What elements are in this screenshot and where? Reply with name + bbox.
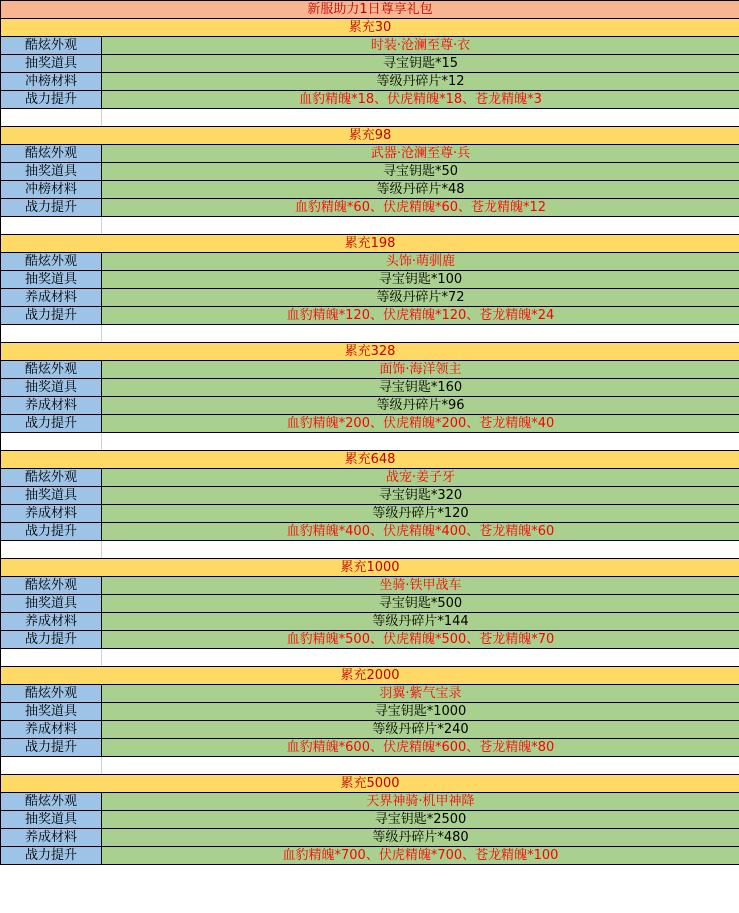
reward-value: 等级丹碎片*144	[102, 613, 739, 631]
reward-category-label: 战力提升	[1, 847, 102, 865]
reward-category-label: 战力提升	[1, 415, 102, 433]
reward-row	[1, 793, 739, 811]
spacer-row	[1, 217, 739, 235]
reward-category-label: 抽奖道具	[1, 271, 102, 289]
reward-category-label: 战力提升	[1, 739, 102, 757]
reward-row	[1, 631, 739, 649]
tier-header-row	[1, 235, 739, 253]
tier-header: 累充2000	[1, 667, 739, 685]
reward-row	[1, 469, 739, 487]
reward-value: 血豹精魄*500、伏虎精魄*500、苍龙精魄*70	[102, 631, 739, 649]
reward-category-label: 冲榜材料	[1, 73, 102, 91]
spacer-cell	[102, 325, 739, 343]
reward-category-label: 养成材料	[1, 829, 102, 847]
spacer-row	[1, 541, 739, 559]
title-row	[1, 1, 739, 19]
spacer-cell	[1, 541, 102, 559]
reward-row	[1, 523, 739, 541]
reward-value: 坐骑·铁甲战车	[102, 577, 739, 595]
reward-row	[1, 91, 739, 109]
tier-header-row	[1, 775, 739, 793]
spacer-cell	[102, 109, 739, 127]
reward-row	[1, 253, 739, 271]
reward-value: 等级丹碎片*96	[102, 397, 739, 415]
spacer-cell	[102, 433, 739, 451]
reward-row	[1, 829, 739, 847]
spacer-cell	[1, 649, 102, 667]
reward-row	[1, 685, 739, 703]
reward-category-label: 酷炫外观	[1, 685, 102, 703]
reward-category-label: 战力提升	[1, 199, 102, 217]
reward-category-label: 养成材料	[1, 397, 102, 415]
reward-category-label: 酷炫外观	[1, 37, 102, 55]
reward-category-label: 抽奖道具	[1, 703, 102, 721]
reward-category-label: 战力提升	[1, 523, 102, 541]
reward-category-label: 酷炫外观	[1, 793, 102, 811]
tier-header-row	[1, 343, 739, 361]
reward-value: 寻宝钥匙*100	[102, 271, 739, 289]
reward-row	[1, 361, 739, 379]
reward-row	[1, 379, 739, 397]
tier-header: 累充198	[1, 235, 739, 253]
reward-value: 羽翼·紫气宝录	[102, 685, 739, 703]
spacer-cell	[1, 433, 102, 451]
reward-row	[1, 307, 739, 325]
reward-category-label: 酷炫外观	[1, 361, 102, 379]
reward-category-label: 抽奖道具	[1, 163, 102, 181]
reward-category-label: 抽奖道具	[1, 55, 102, 73]
tier-header-row	[1, 559, 739, 577]
reward-value: 血豹精魄*120、伏虎精魄*120、苍龙精魄*24	[102, 307, 739, 325]
reward-category-label: 战力提升	[1, 307, 102, 325]
spacer-row	[1, 433, 739, 451]
reward-value: 寻宝钥匙*2500	[102, 811, 739, 829]
reward-value: 等级丹碎片*48	[102, 181, 739, 199]
reward-row	[1, 703, 739, 721]
reward-row	[1, 505, 739, 523]
spacer-row	[1, 325, 739, 343]
reward-row	[1, 739, 739, 757]
reward-value: 等级丹碎片*240	[102, 721, 739, 739]
reward-row	[1, 487, 739, 505]
tier-header: 累充1000	[1, 559, 739, 577]
reward-value: 头饰·萌驯鹿	[102, 253, 739, 271]
reward-category-label: 冲榜材料	[1, 181, 102, 199]
tier-header-row	[1, 451, 739, 469]
reward-row	[1, 613, 739, 631]
reward-row	[1, 271, 739, 289]
reward-row	[1, 163, 739, 181]
gift-pack-table-body	[1, 1, 739, 865]
reward-value: 寻宝钥匙*160	[102, 379, 739, 397]
reward-value: 等级丹碎片*72	[102, 289, 739, 307]
reward-value: 时装·沧澜至尊·衣	[102, 37, 739, 55]
reward-value: 寻宝钥匙*15	[102, 55, 739, 73]
reward-row	[1, 577, 739, 595]
spacer-cell	[102, 757, 739, 775]
tier-header-row	[1, 127, 739, 145]
reward-category-label: 抽奖道具	[1, 811, 102, 829]
tier-header: 累充98	[1, 127, 739, 145]
tier-header: 累充5000	[1, 775, 739, 793]
reward-category-label: 战力提升	[1, 631, 102, 649]
reward-value: 血豹精魄*600、伏虎精魄*600、苍龙精魄*80	[102, 739, 739, 757]
reward-category-label: 酷炫外观	[1, 577, 102, 595]
reward-row	[1, 397, 739, 415]
tier-header-row	[1, 19, 739, 37]
reward-category-label: 抽奖道具	[1, 595, 102, 613]
reward-category-label: 抽奖道具	[1, 379, 102, 397]
reward-category-label: 养成材料	[1, 613, 102, 631]
reward-value: 血豹精魄*400、伏虎精魄*400、苍龙精魄*60	[102, 523, 739, 541]
page-title: 新服助力1日尊享礼包	[1, 1, 739, 19]
reward-row	[1, 199, 739, 217]
tier-header: 累充648	[1, 451, 739, 469]
reward-category-label: 酷炫外观	[1, 469, 102, 487]
reward-row	[1, 847, 739, 865]
reward-value: 血豹精魄*18、伏虎精魄*18、苍龙精魄*3	[102, 91, 739, 109]
reward-value: 血豹精魄*700、伏虎精魄*700、苍龙精魄*100	[102, 847, 739, 865]
reward-row	[1, 181, 739, 199]
reward-value: 天界神骑·机甲神降	[102, 793, 739, 811]
reward-value: 等级丹碎片*120	[102, 505, 739, 523]
reward-category-label: 养成材料	[1, 289, 102, 307]
reward-row	[1, 811, 739, 829]
spacer-cell	[102, 649, 739, 667]
spacer-cell	[102, 217, 739, 235]
reward-value: 寻宝钥匙*1000	[102, 703, 739, 721]
spacer-cell	[102, 541, 739, 559]
reward-row	[1, 595, 739, 613]
reward-row	[1, 55, 739, 73]
reward-value: 战宠·姜子牙	[102, 469, 739, 487]
reward-value: 血豹精魄*200、伏虎精魄*200、苍龙精魄*40	[102, 415, 739, 433]
spacer-row	[1, 109, 739, 127]
reward-category-label: 酷炫外观	[1, 145, 102, 163]
spacer-cell	[1, 757, 102, 775]
reward-value: 寻宝钥匙*50	[102, 163, 739, 181]
reward-value: 等级丹碎片*480	[102, 829, 739, 847]
reward-category-label: 战力提升	[1, 91, 102, 109]
reward-row	[1, 73, 739, 91]
reward-row	[1, 415, 739, 433]
reward-value: 等级丹碎片*12	[102, 73, 739, 91]
tier-header: 累充30	[1, 19, 739, 37]
spacer-cell	[1, 325, 102, 343]
reward-value: 寻宝钥匙*500	[102, 595, 739, 613]
reward-category-label: 酷炫外观	[1, 253, 102, 271]
spacer-row	[1, 649, 739, 667]
reward-category-label: 养成材料	[1, 721, 102, 739]
tier-header-row	[1, 667, 739, 685]
reward-category-label: 养成材料	[1, 505, 102, 523]
spacer-row	[1, 757, 739, 775]
reward-value: 血豹精魄*60、伏虎精魄*60、苍龙精魄*12	[102, 199, 739, 217]
reward-row	[1, 721, 739, 739]
reward-value: 寻宝钥匙*320	[102, 487, 739, 505]
reward-category-label: 抽奖道具	[1, 487, 102, 505]
spacer-cell	[1, 109, 102, 127]
reward-value: 面饰·海洋领主	[102, 361, 739, 379]
spacer-cell	[1, 217, 102, 235]
tier-header: 累充328	[1, 343, 739, 361]
reward-row	[1, 289, 739, 307]
reward-value: 武器·沧澜至尊·兵	[102, 145, 739, 163]
reward-row	[1, 145, 739, 163]
reward-row	[1, 37, 739, 55]
